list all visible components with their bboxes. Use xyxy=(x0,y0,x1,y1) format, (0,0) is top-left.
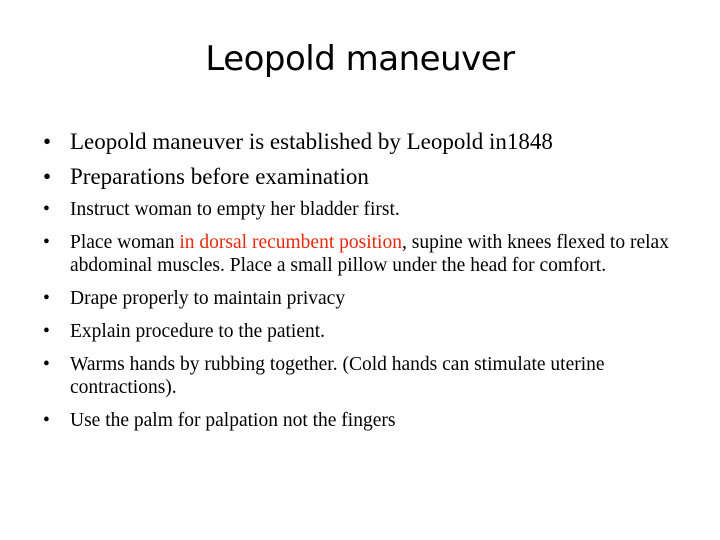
bullet-item xyxy=(43,128,683,156)
bullet-text: Use the palm for palpation not the fingers xyxy=(70,410,396,431)
bullet-marker: • xyxy=(43,164,52,189)
bullet-text: Instruct woman to empty her bladder first. xyxy=(70,199,400,220)
bullet-marker: • xyxy=(43,232,50,253)
bullet-marker: • xyxy=(43,288,50,309)
bullet-item xyxy=(43,198,683,221)
bullet-marker: • xyxy=(43,354,50,375)
bullet-item xyxy=(43,320,683,343)
bullet-text: Explain procedure to the patient. xyxy=(70,321,326,342)
bullet-text: Preparations before examination xyxy=(70,164,369,189)
bullet-text: Drape properly to maintain privacy xyxy=(70,288,346,309)
bullet-text: Warms hands by rubbing together. (Cold hands can stimulate uterine contractions). xyxy=(70,354,605,398)
bullet-text-suffix: , supine with knees flexed to relax abdominal muscles. Place a small pillow under the head for comfort. xyxy=(70,232,669,276)
bullet-marker: • xyxy=(43,321,50,342)
bullet-text-prefix: Place woman xyxy=(70,232,180,253)
bullet-item xyxy=(43,353,683,399)
highlighted-phrase: in dorsal recumbent position xyxy=(179,232,402,253)
bullet-marker: • xyxy=(43,129,52,154)
bullet-item xyxy=(43,287,683,310)
bullet-marker: • xyxy=(43,199,50,220)
bullet-text: Leopold maneuver is established by Leopold in1848 xyxy=(70,129,553,154)
bullet-marker: • xyxy=(43,410,50,431)
bullet-item xyxy=(43,231,683,277)
bullet-list xyxy=(43,128,683,442)
slide-title: Leopold maneuver xyxy=(205,39,515,79)
bullet-item xyxy=(43,409,683,432)
bullet-item xyxy=(43,163,683,191)
